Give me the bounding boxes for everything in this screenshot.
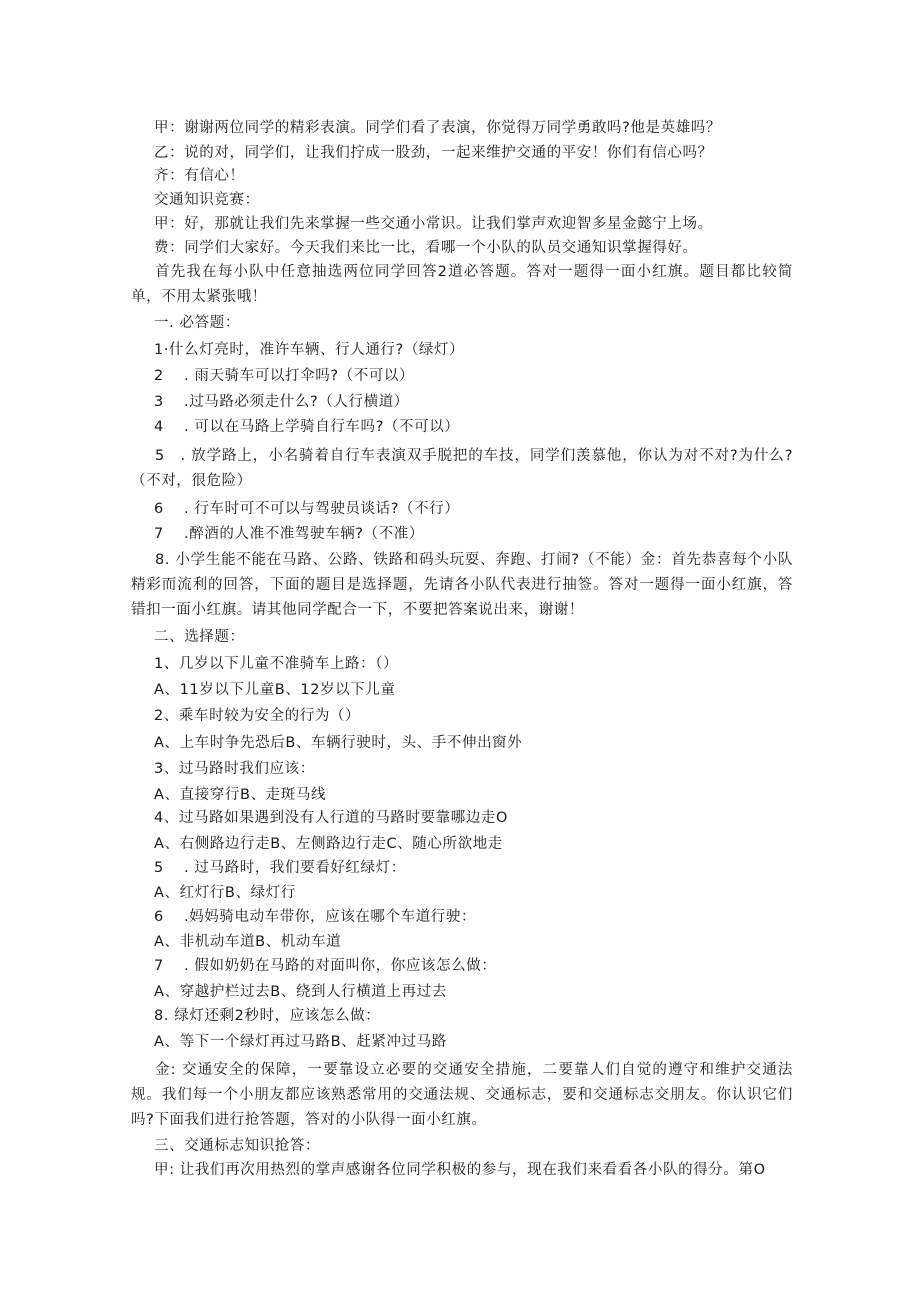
question-item: 1·什么灯亮时，准许车辆、行人通行?（绿灯） bbox=[154, 342, 465, 358]
item-text: . 雨天骑车可以打伞吗?（不可以） bbox=[184, 368, 415, 384]
item-text: . 行车时可不可以与驾驶员谈话?（不行） bbox=[184, 501, 460, 517]
paragraph: 金: 交通安全的保障，一要靠设立必要的交通安全措施，二要靠人们自觉的遵守和维护交通法规。我们每一个小朋友都应该熟悉常用的交通法规、交通标志，要和交通标志交朋友。你认识它们吗?下面我们进行抢答题，答对的小队得一面小红旗。 bbox=[131, 1062, 793, 1128]
paragraph: 首先我在每小队中任意抽选两位同学回答2道必答题。答对一题得一面小红旗。题目都比较简单，不用太紧张哦！ bbox=[131, 264, 793, 305]
question-item: 4、过马路如果遇到没有人行道的马路时要靠哪边走O bbox=[154, 810, 509, 826]
answer-options: A、非机动车道B、机动车道 bbox=[154, 934, 342, 950]
item-number: 4 bbox=[154, 419, 164, 435]
question-item bbox=[154, 392, 409, 412]
item-text: .妈妈骑电动车带你，应该在哪个车道行驶： bbox=[184, 909, 477, 925]
dialogue-line: 乙：说的对，同学们，让我们拧成一股劲，一起来维护交通的平安！你们有信心吗？ bbox=[154, 145, 713, 161]
question-item: 2、乘车时较为安全的行为（） bbox=[154, 708, 361, 724]
section-heading: 交通知识竞赛： bbox=[154, 192, 260, 208]
item-text: .过马路必须走什么?（人行横道） bbox=[184, 394, 409, 410]
question-item: 8. 绿灯还剩2秒时，应该怎么做： bbox=[154, 1008, 381, 1024]
answer-options: A、11岁以下儿童B、12岁以下儿童 bbox=[154, 682, 396, 698]
item-number: 6 bbox=[154, 909, 164, 925]
question-item bbox=[154, 524, 424, 544]
question-item bbox=[154, 956, 496, 976]
answer-options: A、右侧路边行走B、左侧路边行走C、随心所欲地走 bbox=[154, 836, 503, 852]
answer-options: A、上车时争先恐后B、车辆行驶时，头、手不伸出窗外 bbox=[154, 735, 523, 751]
question-item: 1、几岁以下儿童不准骑车上路：（） bbox=[154, 656, 399, 672]
question-item bbox=[154, 417, 459, 437]
item-number: 2 bbox=[154, 368, 164, 384]
item-text: .醉酒的人准不准驾驶车辆?（不准） bbox=[184, 526, 425, 542]
question-item: 3、过马路时我们应该： bbox=[154, 761, 315, 777]
section-heading: 一. 必答题： bbox=[154, 315, 240, 331]
section-heading: 三、交通标志知识抢答： bbox=[154, 1138, 321, 1154]
item-number: 5 bbox=[154, 860, 164, 876]
dialogue-line: 齐：有信心！ bbox=[154, 168, 245, 184]
answer-options: A、直接穿行B、走斑马线 bbox=[154, 787, 327, 803]
item-number: 6 bbox=[154, 501, 164, 517]
question-item bbox=[154, 499, 459, 519]
question-item: 5 . 放学路上，小名骑着自行车表演双手脱把的车技，同学们羡慕他，你认为对不对?为什么?（不对，很危险） bbox=[131, 448, 793, 489]
dialogue-line: 费：同学们大家好。今天我们来比一比，看哪一个小队的队员交通知识掌握得好。 bbox=[154, 240, 698, 256]
answer-options: A、等下一个绿灯再过马路B、赶紧冲过马路 bbox=[154, 1034, 447, 1050]
item-text: . 过马路时，我们要看好红绿灯： bbox=[184, 860, 406, 876]
item-text: . 假如奶奶在马路的对面叫你，你应该怎么做： bbox=[184, 958, 497, 974]
item-number: 7 bbox=[154, 526, 164, 542]
dialogue-line: 甲：谢谢两位同学的精彩表演。同学们看了表演，你觉得万同学勇敢吗?他是英雄吗？ bbox=[154, 120, 721, 136]
answer-options: A、穿越护栏过去B、绕到人行横道上再过去 bbox=[154, 984, 447, 1000]
item-number: 7 bbox=[154, 958, 164, 974]
question-item bbox=[154, 366, 414, 386]
section-heading: 二、选择题： bbox=[154, 629, 245, 645]
item-text: . 可以在马路上学骑自行车吗?（不可以） bbox=[184, 419, 460, 435]
answer-options: A、红灯行B、绿灯行 bbox=[154, 885, 296, 901]
dialogue-line: 甲：好，那就让我们先来掌握一些交通小常识。让我们掌声欢迎智多星金懿宁上场。 bbox=[154, 216, 713, 232]
dialogue-line: 甲: 让我们再次用热烈的掌声感谢各位同学积极的参与，现在我们来看看各小队的得分。第O bbox=[154, 1162, 766, 1178]
question-item bbox=[154, 907, 476, 927]
paragraph: 8. 小学生能不能在马路、公路、铁路和码头玩耍、奔跑、打闹?（不能）金：首先恭喜每个小队精彩而流利的回答，下面的题目是选择题，先请各小队代表进行抽签。答对一题得一面小红旗，答错扣一面小红旗。请其他同学配合一下，不要把答案说出来，谢谢！ bbox=[131, 552, 793, 618]
item-number: 3 bbox=[154, 394, 164, 410]
question-item bbox=[154, 858, 406, 878]
